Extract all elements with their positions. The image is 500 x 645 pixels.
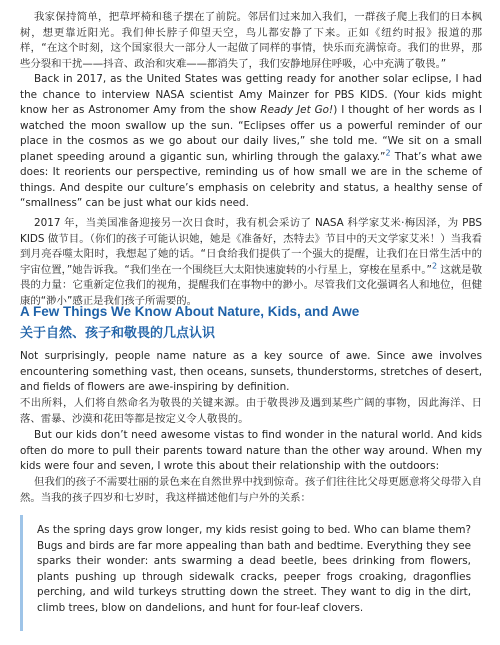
section-heading-en: A Few Things We Know About Nature, Kids, and Awe xyxy=(20,304,360,319)
paragraph-zh-interview xyxy=(20,216,482,309)
paragraph-text: ) I thought of her words as I watched the moon swallow up the sun. “Eclipses offer us a powerful reminder of our place in the cosmos as we go about our daily lives,” she told me. “We sit on a small planet speeding around a gigantic sun, whirling through the galaxy.” xyxy=(20,104,482,163)
paragraph-text: 2017 年，当美国准备迎接另一次日食时，我有机会采访了 NASA 科学家艾米·梅因泽，为 PBS KIDS 做节目。（你们的孩子可能认识她，她是《准备好，杰特去》节目中的天文学家艾米！）当我看到月亮吞噬太阳时，我想起了她的话。“日食给我们提供了一个强大的提醒，让我们在日常生活中的宇宙位置，”她告诉我。“我们坐在一个围绕巨大太阳快速旋转的小行星上，穿梭在星系中。” xyxy=(20,217,482,276)
paragraph-en-interview xyxy=(20,72,482,212)
footnote-link[interactable]: 2 xyxy=(385,148,391,158)
paragraph-text: Back in 2017, as the United States was getting ready for another solar eclipse, I had the chance to interview NASA scientist Amy Mainzer for PBS KIDS. (Your kids might know her as Astronomer Amy from the show xyxy=(20,73,482,116)
paragraph-text: 这就是敬畏的力量：它重新定位我们的视角，提醒我们在事物中的渺小。尽管我们文化强调名人和地位，但健康的“渺小”感正是我们孩子所需要的。 xyxy=(20,263,482,307)
show-title: Ready Jet Go! xyxy=(260,104,334,116)
section-heading-zh: 关于自然、孩子和敬畏的几点认识 xyxy=(20,326,216,341)
paragraph-en-nature: Not surprisingly, people name nature as a key source of awe. Since awe involves encountering something vast, then oceans, sunsets, thunderstorms, stretches of desert, and fields of flowers are awe-inspiring by definition. xyxy=(20,350,482,393)
paragraph-text: That’s what awe does: It reorients our perspective, reminding us of how small we are in the scheme of things. And despite our culture’s emphasis on celebrity and status, a healthy sense of “smallness” can be just what our kids need. xyxy=(20,150,482,209)
paragraph-zh-kids: 但我们的孩子不需要壮丽的景色来在自然世界中找到惊奇。孩子们往往比父母更愿意将父母带入自然。当我的孩子四岁和七岁时，我这样描述他们与户外的关系： xyxy=(20,476,482,504)
paragraph-zh-eclipse: 我家保持简单，把草坪椅和毯子摆在了前院。邻居们过来加入我们，一群孩子爬上我们的日本枫树，想更靠近阳光。我们伸长脖子仰望天空，鸟儿都安静了下来。正如《纽约时报》报道的那样，“在这个时刻，这个国家很大一部分人一起做了同样的事情，快乐而充满惊奇。我们的世界，那些分裂和干扰——抖音、政治和灾难——都消失了，我们安静地屏住呼吸，心中充满了敬畏。” xyxy=(20,11,482,70)
paragraph-en-kids: But our kids don’t need awesome vistas to find wonder in the natural world. And kids often do more to pull their parents toward nature than the other way around. When my kids were four and seven, I wrote this about their relationship with the outdoors: xyxy=(20,429,482,472)
quote-text: As the spring days grow longer, my kids resist going to bed. Who can blame them? Bugs and birds are far more appealing than bath and bedtime. Everything they see sparks their wonder: ants swarming a dead beetle, bees drinking from flowers, plants pushing up through sidewalk cracks, peeper frogs croaking, dragonflies perching, and wild turkeys strutting down the street. They want to dig in the dirt, climb trees, blow on dandelions, and hunt for four-leaf clovers. xyxy=(37,524,471,614)
footnote-link[interactable]: 2 xyxy=(431,261,438,271)
block-quote xyxy=(20,515,483,631)
paragraph-zh-nature: 不出所料，人们将自然命名为敬畏的关键来源。由于敬畏涉及遇到某些广阔的事物，因此海洋、日落、雷暴、沙漠和花田等都是按定义令人敬畏的。 xyxy=(20,397,482,425)
